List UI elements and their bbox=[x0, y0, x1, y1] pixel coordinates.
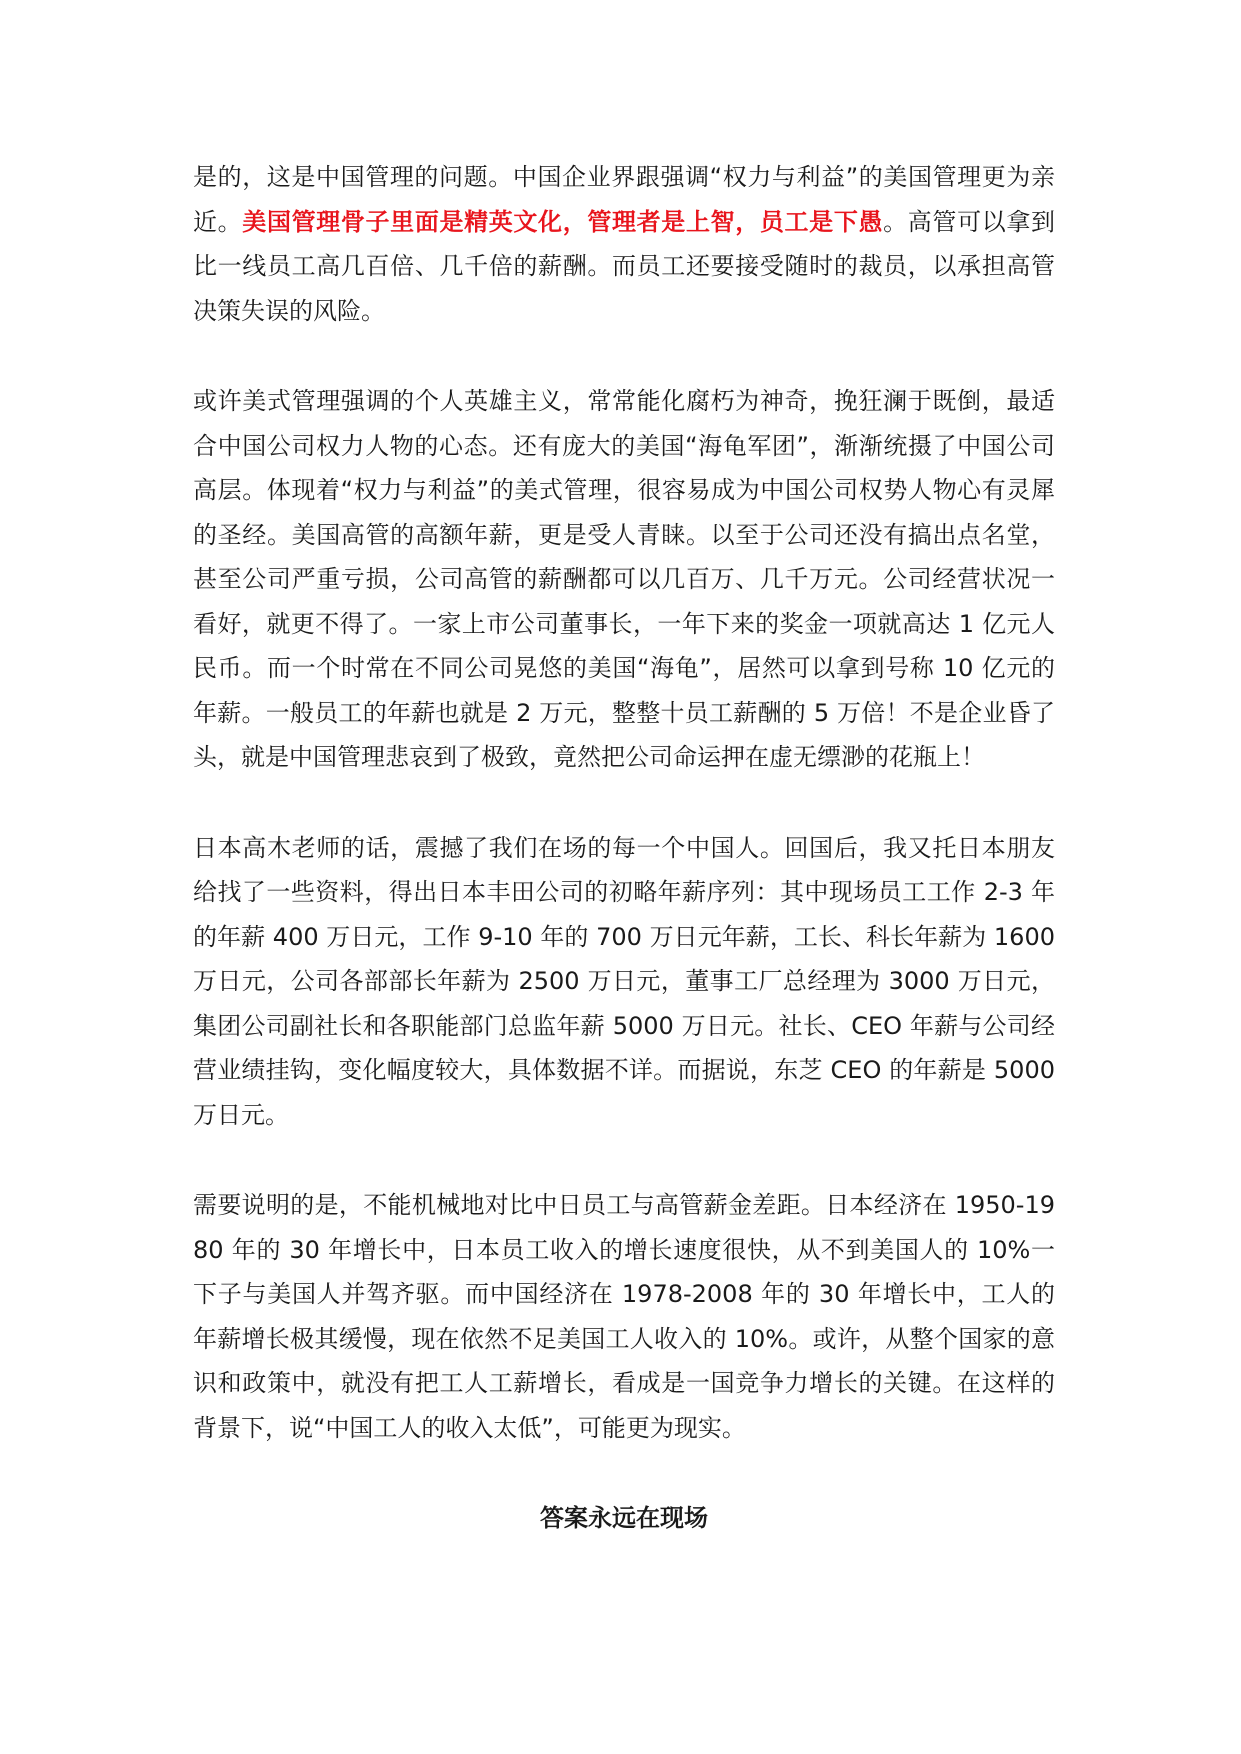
paragraph-4 bbox=[193, 1183, 1055, 1450]
paragraph-1-segment-1: 是的，这是中国管理的问题。中国企业界跟强调“权力与利益”的美国管理更为亲近。 bbox=[193, 163, 1055, 236]
document-page bbox=[193, 155, 1055, 1540]
paragraph-2 bbox=[193, 379, 1055, 780]
paragraph-4-text: 需要说明的是，不能机械地对比中日员工与高管薪金差距。日本经济在 1950-1980 年的 30 年增长中，日本员工收入的增长速度很快，从不到美国人的 10%一下子与美国人并驾齐驱。而中国经济在 1978-2008 年的 30 年增长中，工人的年薪增长极其缓慢，现在依然不足美国工人收入的 10%。或许，从整个国家的意识和政策中，就没有把工人工薪增长，看成是一国竞争力增长的关键。在这样的背景下，说“中国工人的收入太低”，可能更为现实。 bbox=[193, 1191, 1055, 1442]
paragraph-1-highlight: 美国管理骨子里面是精英文化，管理者是上智，员工是下愚 bbox=[242, 207, 884, 236]
section-heading: 答案永远在现场 bbox=[540, 1504, 708, 1532]
paragraph-1-segment-3: 。高管可以拿到比一线员工高几百倍、几千倍的薪酬。而员工还要接受随时的裁员，以承担高管决策失误的风险。 bbox=[193, 207, 1056, 325]
paragraph-2-text: 或许美式管理强调的个人英雄主义，常常能化腐朽为神奇，挽狂澜于既倒，最适合中国公司权力人物的心态。还有庞大的美国“海龟军团”，渐渐统摄了中国公司高层。体现着“权力与利益”的美式管理，很容易成为中国公司权势人物心有灵犀的圣经。美国高管的高额年薪，更是受人青睐。以至于公司还没有搞出点名堂，甚至公司严重亏损，公司高管的薪酬都可以几百万、几千万元。公司经营状况一看好，就更不得了。一家上市公司董事长，一年下来的奖金一项就高达 1 亿元人民币。而一个时常在不同公司晃悠的美国“海龟”，居然可以拿到号称 10 亿元的年薪。一般员工的年薪也就是 2 万元，整整十员工薪酬的 5 万倍！不是企业昏了头，就是中国管理悲哀到了极致，竟然把公司命运押在虚无缥渺的花瓶上！ bbox=[193, 387, 1055, 771]
paragraph-1 bbox=[193, 155, 1055, 333]
paragraph-3-text: 日本高木老师的话，震撼了我们在场的每一个中国人。回国后，我又托日本朋友给找了一些资料，得出日本丰田公司的初略年薪序列：其中现场员工工作 2-3 年的年薪 400 万日元，工作 9-10 年的 700 万日元年薪，工长、科长年薪为 1600 万日元，公司各部部长年薪为 2500 万日元，董事工厂总经理为 3000 万日元，集团公司副社长和各职能部门总监年薪 5000 万日元。社长、CEO 年薪与公司经营业绩挂钩，变化幅度较大，具体数据不详。而据说，东芝 CEO 的年薪是 5000 万日元。 bbox=[193, 833, 1055, 1129]
paragraph-3 bbox=[193, 826, 1055, 1138]
